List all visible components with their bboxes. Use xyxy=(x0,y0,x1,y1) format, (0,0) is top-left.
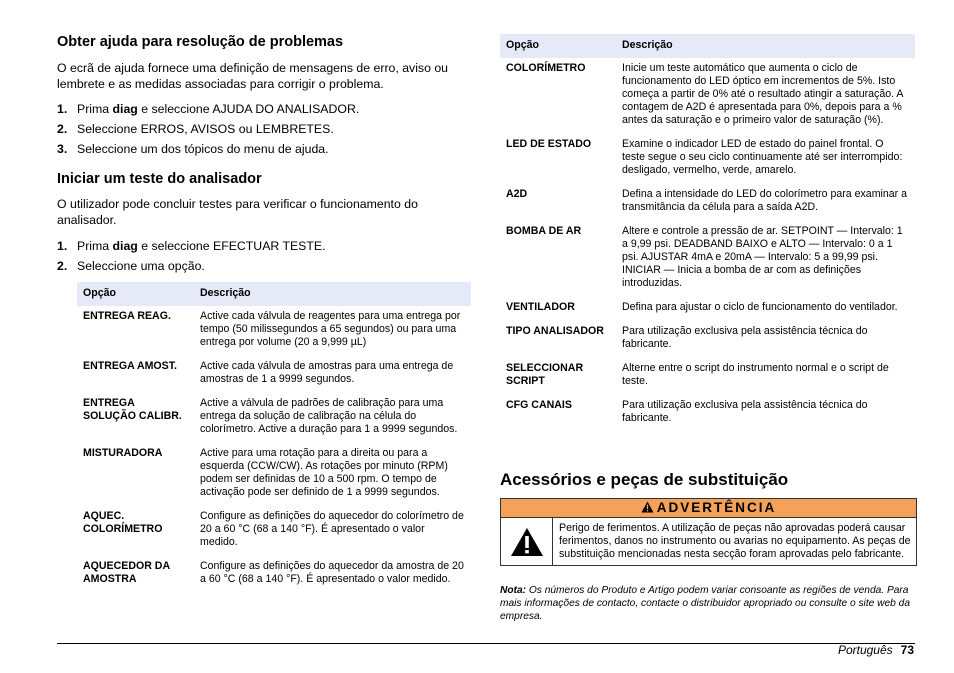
warning-triangle-icon xyxy=(510,527,544,557)
step-1-help: 1. Prima diag e seleccione AJUDA DO ANALISADOR. xyxy=(57,102,360,116)
option-description: Active cada válvula de reagentes para uma entrega por tempo (50 milissegundos a 65 segundos) ou para uma entrega por volume (20 a 9,999 µL) xyxy=(200,310,461,348)
option-description: Configure as definições do aquecedor da amostra de 20 a 60 °C (68 a 140 °F). É apresentado o valor medido. xyxy=(200,560,464,585)
option-description: Active cada válvula de amostras para uma entrega de amostras de 1 a 9999 segundos. xyxy=(200,360,454,385)
warning-box xyxy=(500,498,917,566)
heading-accessories: Acessórios e peças de substituição xyxy=(500,470,789,489)
table-header xyxy=(77,282,471,306)
options-table-right xyxy=(500,34,915,432)
table-row xyxy=(500,221,915,297)
option-name: BOMBA DE AR xyxy=(506,225,582,237)
warning-body xyxy=(501,518,916,565)
table-row xyxy=(77,506,471,556)
option-name: ENTREGA AMOST. xyxy=(83,360,177,372)
option-name: LED DE ESTADO xyxy=(506,138,592,150)
note-label: Nota: xyxy=(500,585,527,596)
options-table-left xyxy=(77,282,471,593)
warning-title: ADVERTÊNCIA xyxy=(656,500,777,515)
table-row xyxy=(500,321,915,358)
option-description: Para utilização exclusiva pela assistência técnica do fabricante. xyxy=(622,325,868,350)
note-text: Os números do Produto e Artigo podem variar consoante as regiões de venda. Para mais informações de contacto, contacte o distribuidor apropriado ou consulte o site web da empresa. xyxy=(500,585,910,622)
option-description: Defina para ajustar o ciclo de funcionamento do ventilador. xyxy=(622,301,898,313)
note xyxy=(500,584,915,623)
option-name: AQUECEDOR DA AMOSTRA xyxy=(83,560,170,585)
option-description: Altere e controle a pressão de ar. SETPOINT — Intervalo: 1 a 9,99 psi. DEADBAND BAIXO e ALTO — Intervalo: 0 a 1 psi. AJUSTAR 4mA e 20mA — Intervalo: 5 a 99,99 psi. INICIAR — Inicia a bomba de ar com as definições introduzidas. xyxy=(622,225,903,289)
option-name: TIPO ANALISADOR xyxy=(506,325,604,337)
option-description: Configure as definições do aquecedor do colorímetro de 20 a 60 °C (68 a 140 °F). É apresentado o valor medido. xyxy=(200,510,464,548)
table-row xyxy=(500,184,915,221)
para-analyzer-test: O utilizador pode concluir testes para verificar o funcionamento do analisador. xyxy=(57,197,418,227)
option-name: ENTREGA SOLUÇÃO CALIBR. xyxy=(83,397,182,422)
warning-header xyxy=(501,499,916,518)
option-name: ENTREGA REAG. xyxy=(83,310,171,322)
table-row xyxy=(500,134,915,184)
option-name: AQUEC. COLORÍMETRO xyxy=(83,510,163,535)
table-row xyxy=(500,395,915,432)
column-header-description: Descrição xyxy=(616,34,915,58)
warning-icon-cell xyxy=(501,518,553,565)
footer-language: Português xyxy=(837,643,893,657)
option-description: Alterne entre o script do instrumento normal e o script de teste. xyxy=(622,362,889,387)
option-name: SELECCIONAR SCRIPT xyxy=(506,362,584,387)
option-name: VENTILADOR xyxy=(506,301,575,313)
footer-divider xyxy=(57,643,915,644)
table-row xyxy=(77,306,471,356)
column-header-option: Opção xyxy=(500,34,616,58)
option-description: Active para uma rotação para a direita ou para a esquerda (CCW/CW). As rotações por minuto (RPM) podem ser definidas de 10 a 500 rpm. O tempo de activação pode ser definido de 1 a 9999 segundos. xyxy=(200,447,448,498)
option-name: CFG CANAIS xyxy=(506,399,572,411)
table-row xyxy=(500,297,915,321)
footer xyxy=(838,642,914,658)
option-description: Defina a intensidade do LED do colorímetro para examinar a transmitância da célula para a saída A2D. xyxy=(622,188,908,213)
table-row xyxy=(77,356,471,393)
column-header-description: Descrição xyxy=(194,282,471,306)
table-row xyxy=(77,393,471,443)
option-name: COLORÍMETRO xyxy=(506,62,586,74)
option-name: A2D xyxy=(506,188,528,200)
table-header xyxy=(500,34,915,58)
step-2-test: 2. Seleccione uma opção. xyxy=(57,259,205,273)
table-row xyxy=(77,556,471,593)
table-row xyxy=(500,58,915,134)
heading-analyzer-test: Iniciar um teste do analisador xyxy=(57,171,262,187)
heading-troubleshooting: Obter ajuda para resolução de problemas xyxy=(57,34,344,50)
step-1-test: 1. Prima diag e seleccione EFECTUAR TESTE. xyxy=(57,239,326,253)
option-description: Para utilização exclusiva pela assistência técnica do fabricante. xyxy=(622,399,868,424)
warning-small-icon xyxy=(641,501,654,513)
table-row xyxy=(77,443,471,506)
option-name: MISTURADORA xyxy=(83,447,163,459)
option-description: Inicie um teste automático que aumenta o ciclo de funcionamento do LED óptico em incrementos de 5%. Isto começa a partir de 0% até o resultado atingir a saturação. A contagem de A2D é apresentada para 0%, depois para a % antes da saturação e o primeiro valor de saturação (%). xyxy=(622,62,903,126)
step-2-help: 2. Seleccione ERROS, AVISOS ou LEMBRETES. xyxy=(57,122,334,136)
option-description: Examine o indicador LED de estado do painel frontal. O teste segue o seu ciclo continuamente até ser interrompido: desligado, vermelho, verde, amarelo. xyxy=(622,138,903,176)
column-header-option: Opção xyxy=(77,282,194,306)
warning-text: Perigo de ferimentos. A utilização de peças não aprovadas poderá causar ferimentos, danos no instrumento ou avarias no equipamento. As peças de substituição mencionadas nesta secção foram aprovadas pelo fabricante. xyxy=(559,522,911,560)
table-row xyxy=(500,358,915,395)
page-number: 73 xyxy=(900,643,914,657)
para-help-screen: O ecrã de ajuda fornece uma definição de mensagens de erro, aviso ou lembrete e as medidas associadas para corrigir o problema. xyxy=(57,61,449,91)
step-3-help: 3. Seleccione um dos tópicos do menu de ajuda. xyxy=(57,142,329,156)
option-description: Active a válvula de padrões de calibração para uma entrega da solução de calibração na célula do colorímetro. Active a duração para 1 a 9999 segundos. xyxy=(200,397,458,435)
